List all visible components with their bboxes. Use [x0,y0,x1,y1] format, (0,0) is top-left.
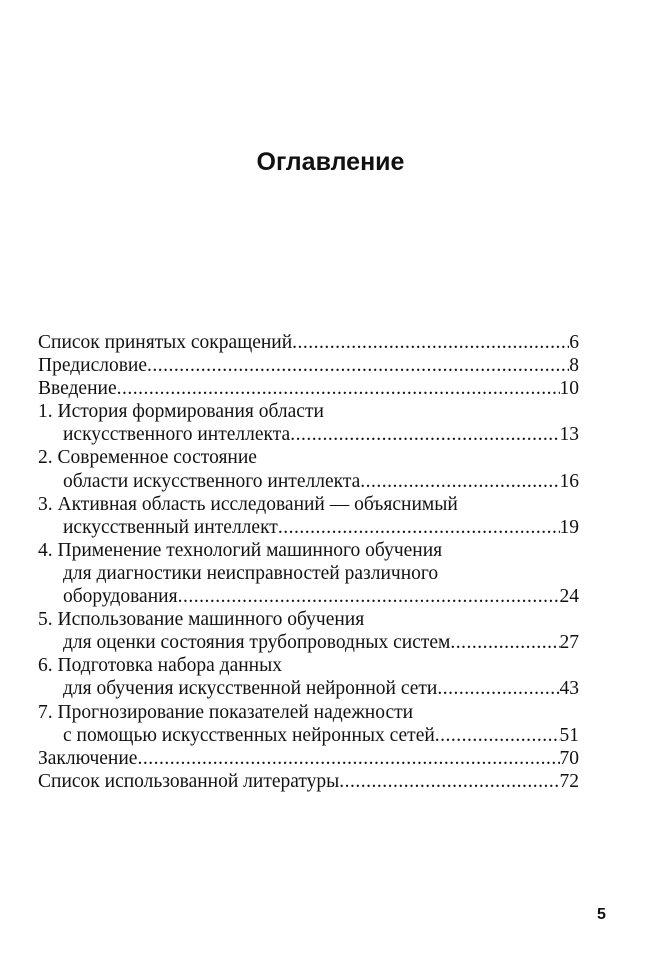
toc-entry-page: 27 [559,632,579,654]
toc-entry-line [38,377,579,400]
toc-entry-page: 43 [559,678,579,700]
toc-entry-title: искусственный интеллект [63,516,278,538]
toc-entry-title: 4. Применение технологий машинного обучения [38,539,443,561]
dot-leader [147,354,569,377]
toc-entry-title: с помощью искусственных нейронных сетей [63,724,435,746]
toc-entry-line [38,585,579,608]
toc-entry-title: для обучения искусственной нейронной сети [63,678,438,700]
toc-entry-line [38,654,579,677]
toc-entry-line [38,747,579,770]
toc-entry-line [38,446,579,469]
toc-entry[interactable] [38,608,579,654]
toc-entry-page: 51 [559,724,579,746]
toc-entry-title: искусственного интеллекта [63,424,291,446]
toc-entry-page: 6 [569,332,579,353]
toc-entry-line [38,608,579,631]
dot-leader [278,516,560,539]
toc-entry-line [38,770,579,793]
toc-entry[interactable] [38,331,579,354]
toc-entry-page: 13 [559,424,579,446]
toc-entry[interactable] [38,400,579,446]
toc-entry-line [38,677,579,700]
toc-entry-line [38,400,579,423]
toc-entry[interactable] [38,539,579,608]
toc-entry[interactable] [38,354,579,377]
toc-entry-title: для диагностики неисправностей различного [63,562,439,584]
toc-entry-title: области искусственного интеллекта [63,470,361,492]
toc-entry[interactable] [38,770,579,793]
dot-leader [339,770,559,793]
toc-entry-page: 70 [559,747,579,769]
toc-entry-line [38,724,579,747]
toc-entry-line [38,331,579,354]
toc-entry-line [38,539,579,562]
dot-leader [178,585,560,608]
toc-entry-title: 6. Подготовка набора данных [38,655,282,677]
dot-leader [437,677,559,700]
toc-entry-title: Введение [38,378,117,400]
toc-entry-title: 7. Прогнозирование показателей надежности [38,701,414,723]
toc-entry-title: 2. Современное состояние [38,447,257,469]
toc-entry-title: Предисловие [38,355,148,377]
toc-entry-title: Список использованной литературы [38,770,340,792]
toc-entry-title: 1. История формирования области [38,401,324,423]
toc-entry[interactable] [38,377,579,400]
toc-entry-title: оборудования [63,586,178,608]
toc-entry[interactable] [38,446,579,492]
toc-entry-page: 16 [559,470,579,492]
dot-leader [117,377,560,400]
toc-entry-page: 72 [559,770,579,792]
toc-entry[interactable] [38,747,579,770]
page-title: Оглавление [256,148,405,176]
toc-entry-line [38,701,579,724]
dot-leader [435,724,560,747]
dot-leader [137,747,559,770]
toc-entry-title: Заключение [38,747,138,769]
toc-entry-title: 5. Использование машинного обучения [38,609,365,631]
dot-leader [450,631,559,654]
toc-entry-page: 24 [559,586,579,608]
toc-entry-title: для оценки состояния трубопроводных систем [63,632,451,654]
toc-entry-line [38,631,579,654]
toc-entry-line [38,493,579,516]
toc-entry-page: 10 [559,378,579,400]
dot-leader [292,331,569,354]
toc-entry-page: 19 [559,516,579,538]
toc-entry-line [38,354,579,377]
dot-leader [290,423,559,446]
toc-entry-line [38,562,579,585]
toc-entry-title: Список принятых сокращений [38,332,293,353]
dot-leader [360,470,559,493]
toc-entry-line [38,470,579,493]
toc-entry[interactable] [38,701,579,747]
toc-entry-title: 3. Активная область исследований — объяснимый [38,493,458,515]
toc-entry-line [38,423,579,446]
page-number: 5 [597,906,606,923]
table-of-contents [38,331,579,793]
toc-entry[interactable] [38,493,579,539]
toc-entry-line [38,516,579,539]
toc-entry[interactable] [38,654,579,700]
toc-entry-page: 8 [569,355,579,377]
